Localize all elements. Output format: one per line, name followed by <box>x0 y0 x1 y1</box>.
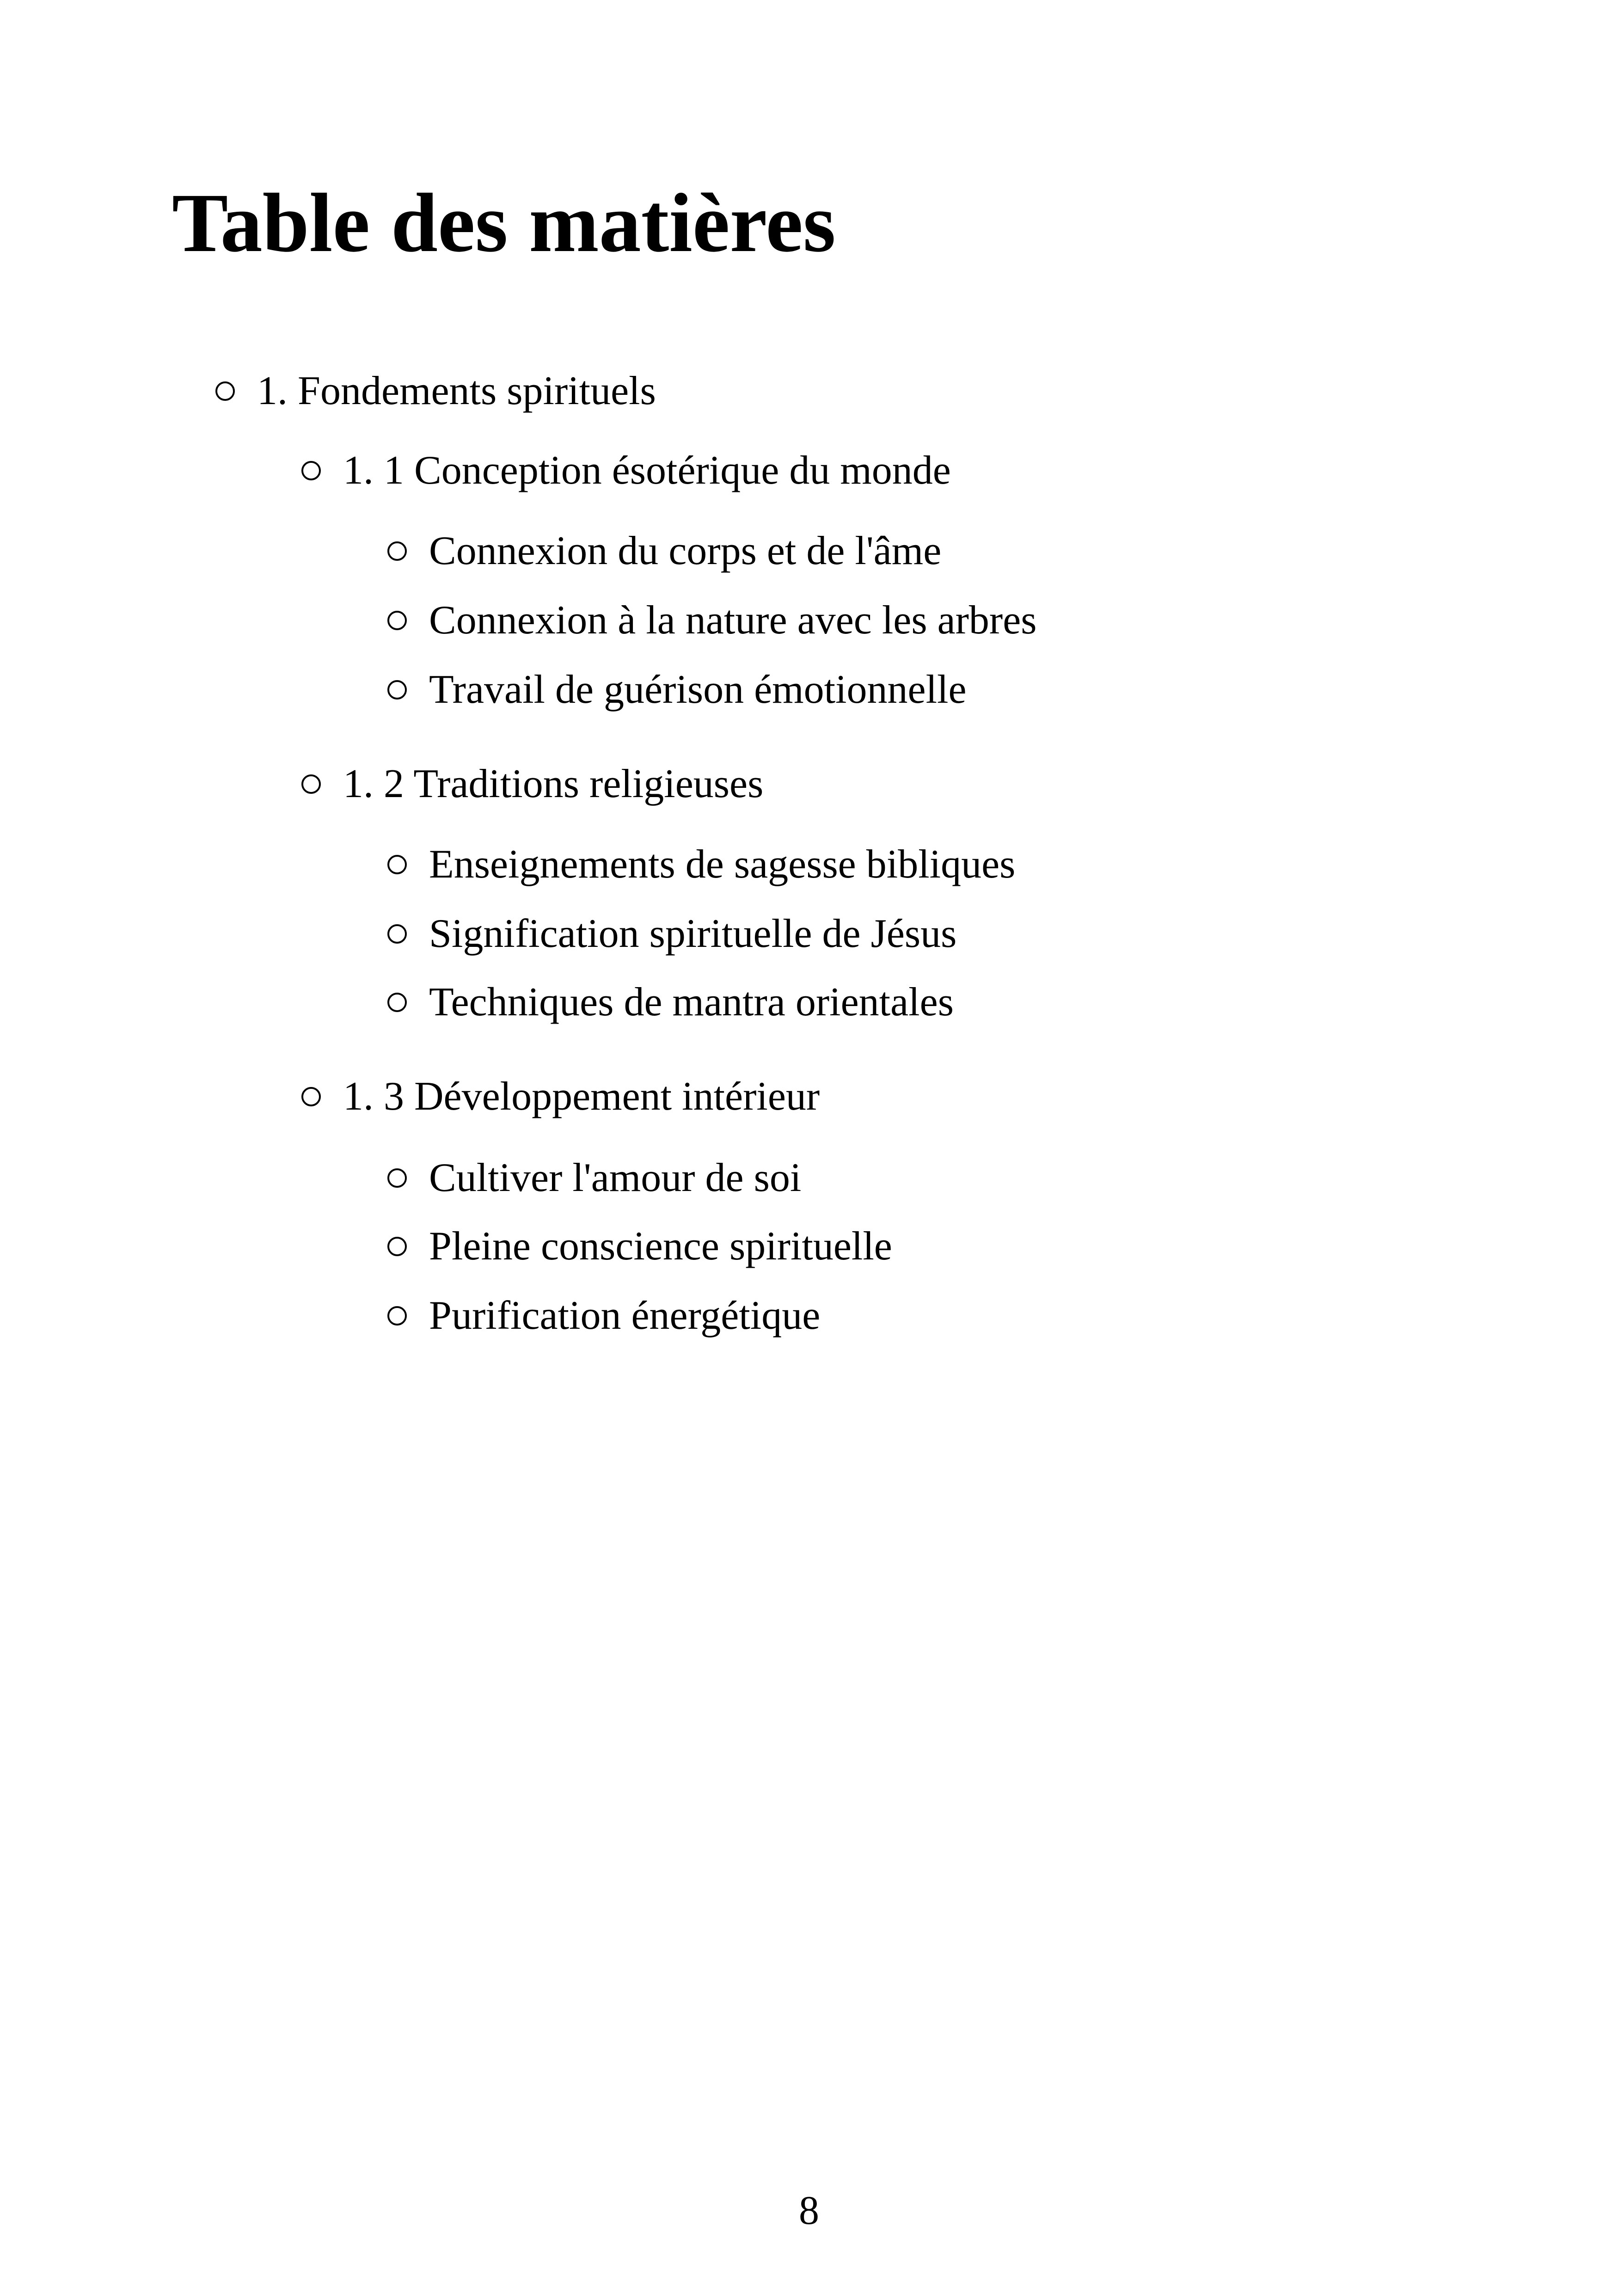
circle-bullet-icon <box>301 1087 321 1106</box>
toc-subsection-label: 1. 1 Conception ésotérique du monde <box>343 448 951 493</box>
toc-item-label: Signification spirituelle de Jésus <box>429 911 957 956</box>
circle-bullet-icon <box>301 461 321 480</box>
toc-item-label: Connexion à la nature avec les arbres <box>429 598 1037 643</box>
toc-item <box>387 911 957 956</box>
circle-bullet-icon <box>387 855 407 874</box>
toc-subsection-label: 1. 3 Développement intérieur <box>343 1074 820 1119</box>
circle-bullet-icon <box>387 1306 407 1326</box>
circle-bullet-icon <box>387 993 407 1012</box>
circle-bullet-icon <box>387 680 407 700</box>
circle-bullet-icon <box>387 1237 407 1256</box>
circle-bullet-icon <box>387 611 407 630</box>
circle-bullet-icon <box>387 924 407 944</box>
toc-item <box>387 982 954 1023</box>
toc-item <box>387 1295 820 1336</box>
toc-item <box>387 1226 892 1267</box>
toc-item <box>387 528 942 573</box>
page-number: 8 <box>799 2188 819 2233</box>
toc-subsection <box>301 450 951 491</box>
toc-item-label: Pleine conscience spirituelle <box>429 1224 892 1269</box>
toc-item <box>387 844 1015 885</box>
toc-subsection-label: 1. 2 Traditions religieuses <box>343 761 764 806</box>
toc-item <box>387 600 1037 641</box>
toc-item <box>387 1155 802 1200</box>
toc-section <box>215 368 656 413</box>
toc-subsection <box>301 761 764 806</box>
circle-bullet-icon <box>387 1168 407 1188</box>
toc-item-label: Purification énergétique <box>429 1293 821 1338</box>
toc-section-label: 1. Fondements spirituels <box>257 368 656 413</box>
toc-item-label: Techniques de mantra orientales <box>429 980 954 1025</box>
circle-bullet-icon <box>387 541 407 561</box>
toc-item-label: Cultiver l'amour de soi <box>429 1155 802 1200</box>
circle-bullet-icon <box>215 381 235 401</box>
toc-item-label: Enseignements de sagesse bibliques <box>429 842 1016 887</box>
toc-item-label: Connexion du corps et de l'âme <box>429 528 942 573</box>
toc-subsection <box>301 1076 820 1117</box>
circle-bullet-icon <box>301 774 321 794</box>
toc-item-label: Travail de guérison émotionnelle <box>429 667 967 712</box>
toc-item <box>387 669 967 710</box>
page-title: Table des matières <box>172 177 836 270</box>
